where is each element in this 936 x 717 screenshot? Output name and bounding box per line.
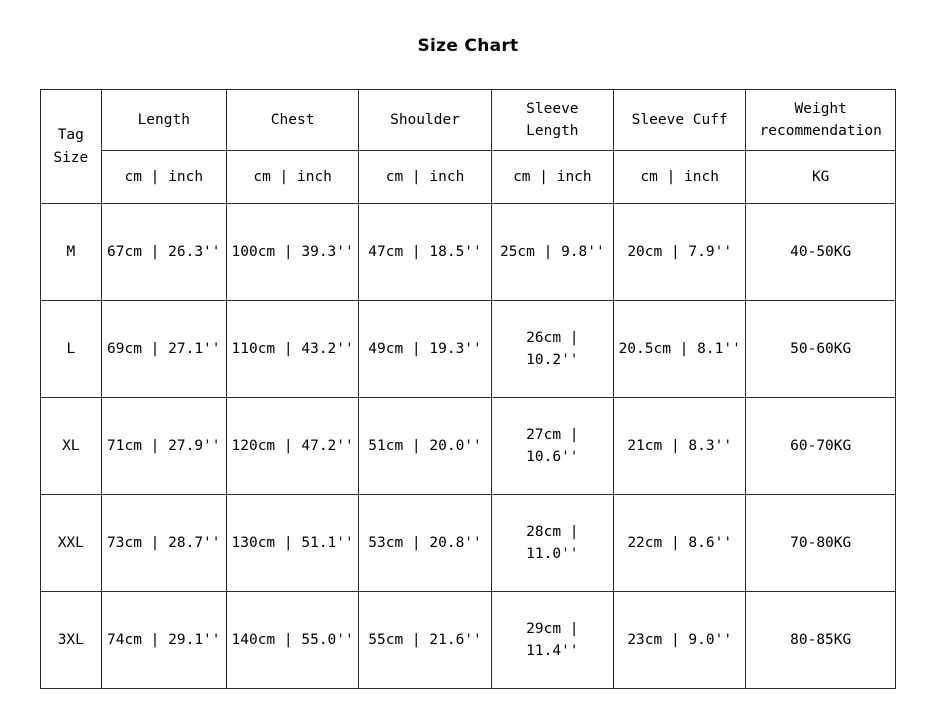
cell-length: 69cm | 27.1'' [101,301,226,398]
column-header-chest: Chest [226,90,358,151]
cell-chest: 140cm | 55.0'' [226,592,358,689]
size-chart-table-wrapper [40,89,896,689]
cell-sleeve-length: 27cm | 10.6'' [491,398,613,495]
cell-sleeve-cuff: 23cm | 9.0'' [614,592,746,689]
cell-sleeve-cuff: 21cm | 8.3'' [614,398,746,495]
cell-shoulder: 49cm | 19.3'' [359,301,491,398]
cell-length: 71cm | 27.9'' [101,398,226,495]
cell-weight: 50-60KG [746,301,896,398]
cell-chest: 110cm | 43.2'' [226,301,358,398]
table-row [41,301,896,398]
cell-sleeve-cuff: 20.5cm | 8.1'' [614,301,746,398]
column-header-tag-size [41,90,102,204]
column-unit-sleeve-cuff: cm | inch [614,151,746,204]
cell-sleeve-length: 29cm | 11.4'' [491,592,613,689]
column-header-sleeve-cuff: Sleeve Cuff [614,90,746,151]
cell-shoulder: 47cm | 18.5'' [359,204,491,301]
column-header-shoulder: Shoulder [359,90,491,151]
column-unit-chest: cm | inch [226,151,358,204]
cell-shoulder: 53cm | 20.8'' [359,495,491,592]
cell-chest: 100cm | 39.3'' [226,204,358,301]
cell-sleeve-length: 28cm | 11.0'' [491,495,613,592]
table-header-row-names [41,90,896,151]
column-header-sleeve-length: Sleeve Length [491,90,613,151]
column-unit-shoulder: cm | inch [359,151,491,204]
cell-length: 74cm | 29.1'' [101,592,226,689]
table-row [41,495,896,592]
cell-length: 67cm | 26.3'' [101,204,226,301]
table-row [41,592,896,689]
cell-weight: 80-85KG [746,592,896,689]
table-row [41,398,896,495]
column-header-length: Length [101,90,226,151]
cell-size: XXL [41,495,102,592]
cell-size: L [41,301,102,398]
tag-header-line-1: Tag [57,127,84,144]
table-row [41,204,896,301]
cell-weight: 40-50KG [746,204,896,301]
column-unit-sleeve-length: cm | inch [491,151,613,204]
cell-size: M [41,204,102,301]
cell-length: 73cm | 28.7'' [101,495,226,592]
size-chart-table [40,89,896,689]
cell-chest: 130cm | 51.1'' [226,495,358,592]
cell-chest: 120cm | 47.2'' [226,398,358,495]
tag-header-line-2: Size [53,149,89,166]
cell-weight: 60-70KG [746,398,896,495]
column-unit-weight: KG [746,151,896,204]
cell-sleeve-cuff: 20cm | 7.9'' [614,204,746,301]
cell-sleeve-cuff: 22cm | 8.6'' [614,495,746,592]
column-unit-length: cm | inch [101,151,226,204]
table-header-row-units [41,151,896,204]
cell-size: XL [41,398,102,495]
cell-shoulder: 51cm | 20.0'' [359,398,491,495]
column-header-weight-recommendation: Weight recommendation [746,90,896,151]
cell-shoulder: 55cm | 21.6'' [359,592,491,689]
cell-weight: 70-80KG [746,495,896,592]
cell-size: 3XL [41,592,102,689]
page-title: Size Chart [417,36,519,56]
cell-sleeve-length: 25cm | 9.8'' [491,204,613,301]
cell-sleeve-length: 26cm | 10.2'' [491,301,613,398]
